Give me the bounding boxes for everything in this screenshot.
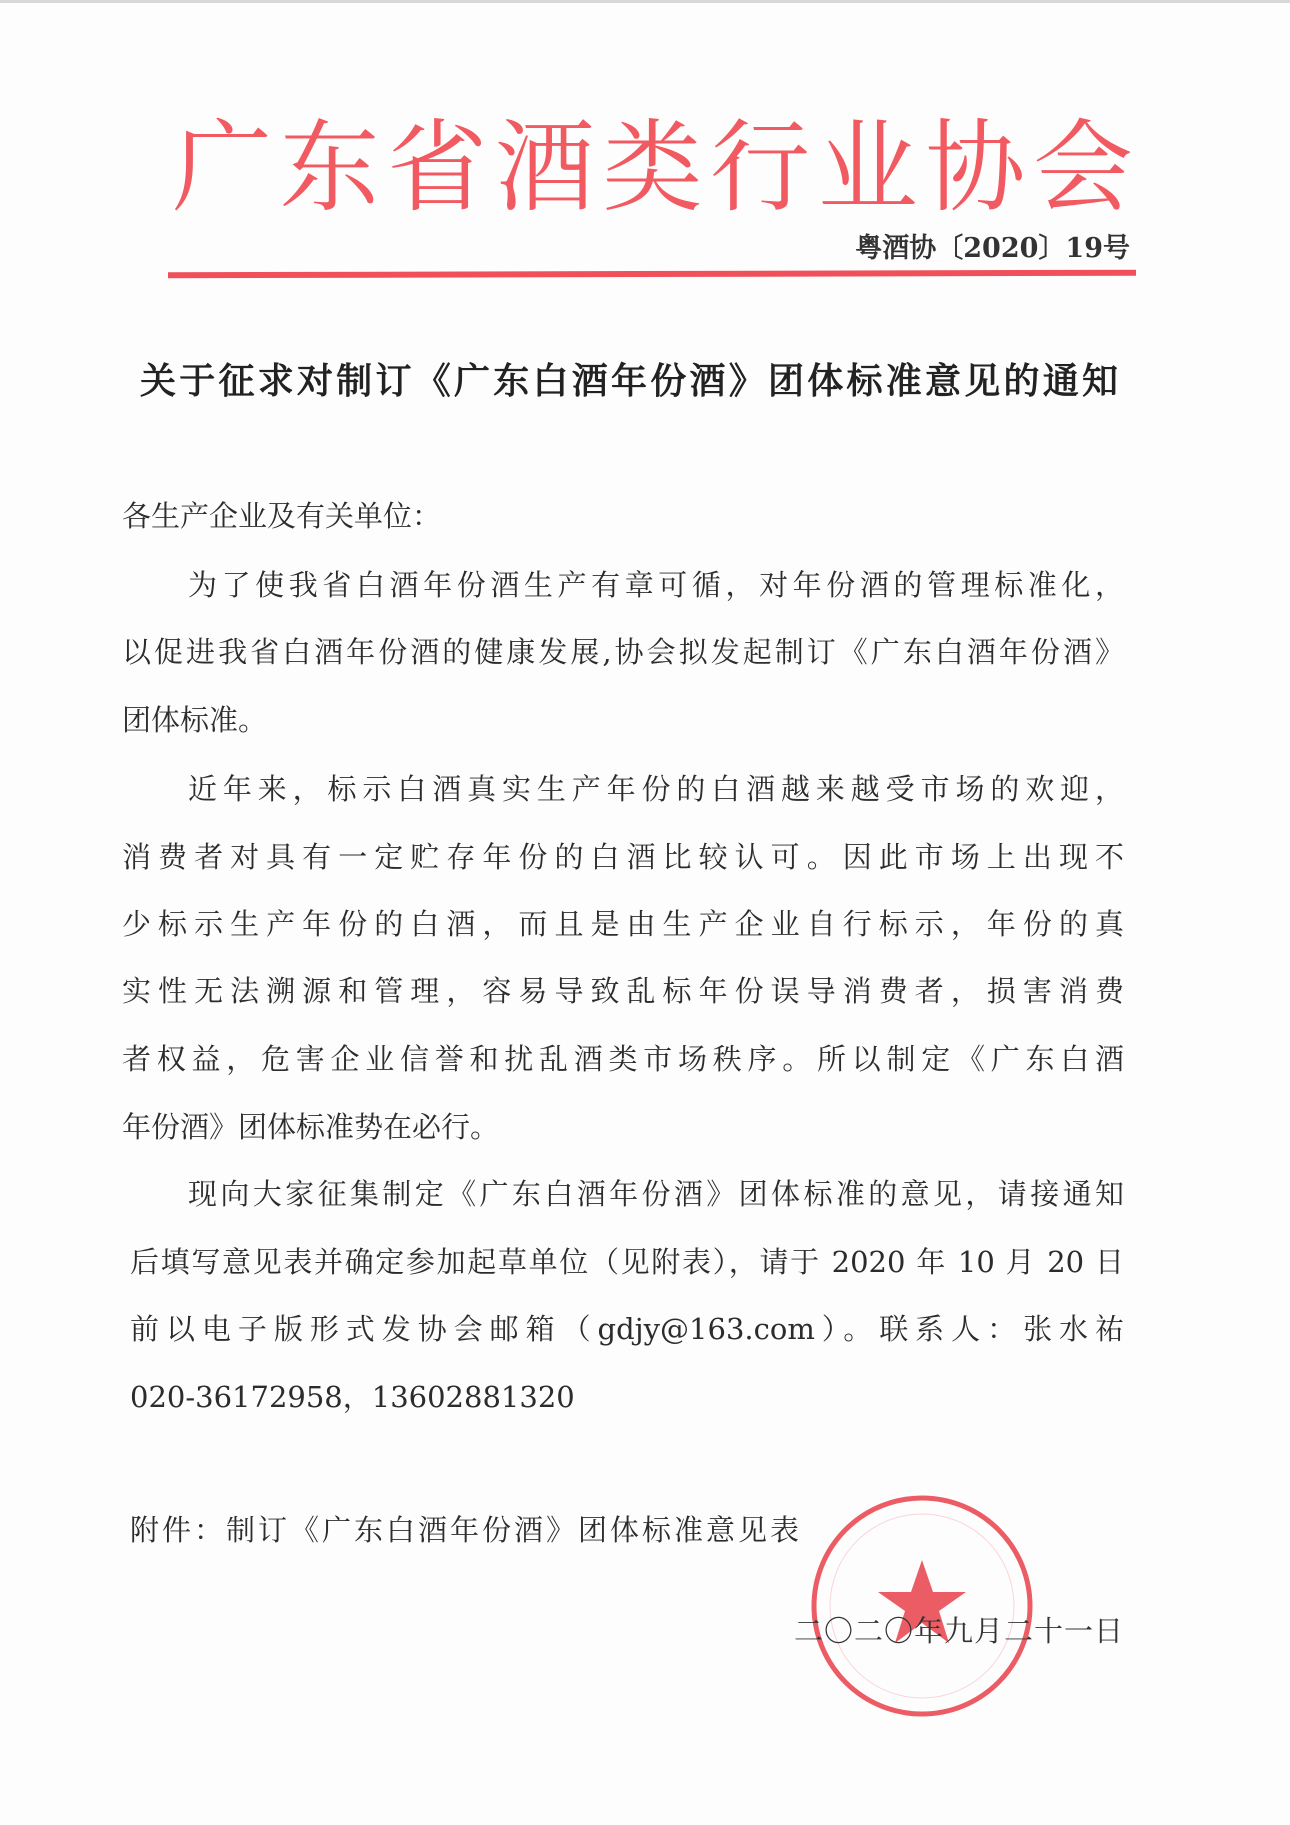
paragraph-2-line: 近年来，标示白酒真实生产年份的白酒越来越受市场的欢迎， <box>188 772 1124 806</box>
paragraph-3-line: 020-36172958，13602881320 <box>130 1380 575 1414</box>
organization-letterhead: 广东省酒类行业协会 <box>172 109 1137 226</box>
paragraph-2-line: 年份酒》团体标准势在必行。 <box>122 1110 500 1144</box>
paragraph-2-line: 者权益，危害企业信誉和扰乱酒类市场秩序。所以制定《广东白酒 <box>122 1042 1124 1076</box>
attachment-note: 附件：制订《广东白酒年份酒》团体标准意见表 <box>130 1513 803 1547</box>
paragraph-3-line: 现向大家征集制定《广东白酒年份酒》团体标准的意见，请接通知 <box>188 1177 1124 1211</box>
scan-edge <box>0 0 1290 3</box>
paragraph-1-line: 为了使我省白酒年份酒生产有章可循，对年份酒的管理标准化， <box>188 568 1124 602</box>
official-seal-stamp <box>800 1470 1050 1740</box>
document-number: 粤酒协〔2020〕19号 <box>855 233 1130 264</box>
signature-date: 二〇二〇年九月二十一日 <box>793 1614 1124 1648</box>
salutation: 各生产企业及有关单位： <box>122 499 442 533</box>
paragraph-3-line: 后填写意见表并确定参加起草单位（见附表），请于 2020 年 10 月 20 日 <box>130 1245 1124 1279</box>
paragraph-3-line: 前以电子版形式发协会邮箱（gdjy@163.com）。联系人：张水祐 <box>130 1312 1124 1346</box>
paragraph-1-line: 团体标准。 <box>122 703 268 737</box>
paragraph-2-line: 消费者对具有一定贮存年份的白酒比较认可。因此市场上出现不 <box>122 840 1124 874</box>
header-red-rule <box>168 270 1136 279</box>
paragraph-1-line: 以促进我省白酒年份酒的健康发展,协会拟发起制订《广东白酒年份酒》 <box>122 635 1124 669</box>
document-title: 关于征求对制订《广东白酒年份酒》团体标准意见的通知 <box>140 360 1118 402</box>
paragraph-2-line: 少标示生产年份的白酒，而且是由生产企业自行标示，年份的真 <box>122 907 1124 941</box>
paragraph-2-line: 实性无法溯源和管理，容易导致乱标年份误导消费者，损害消费 <box>122 974 1124 1008</box>
